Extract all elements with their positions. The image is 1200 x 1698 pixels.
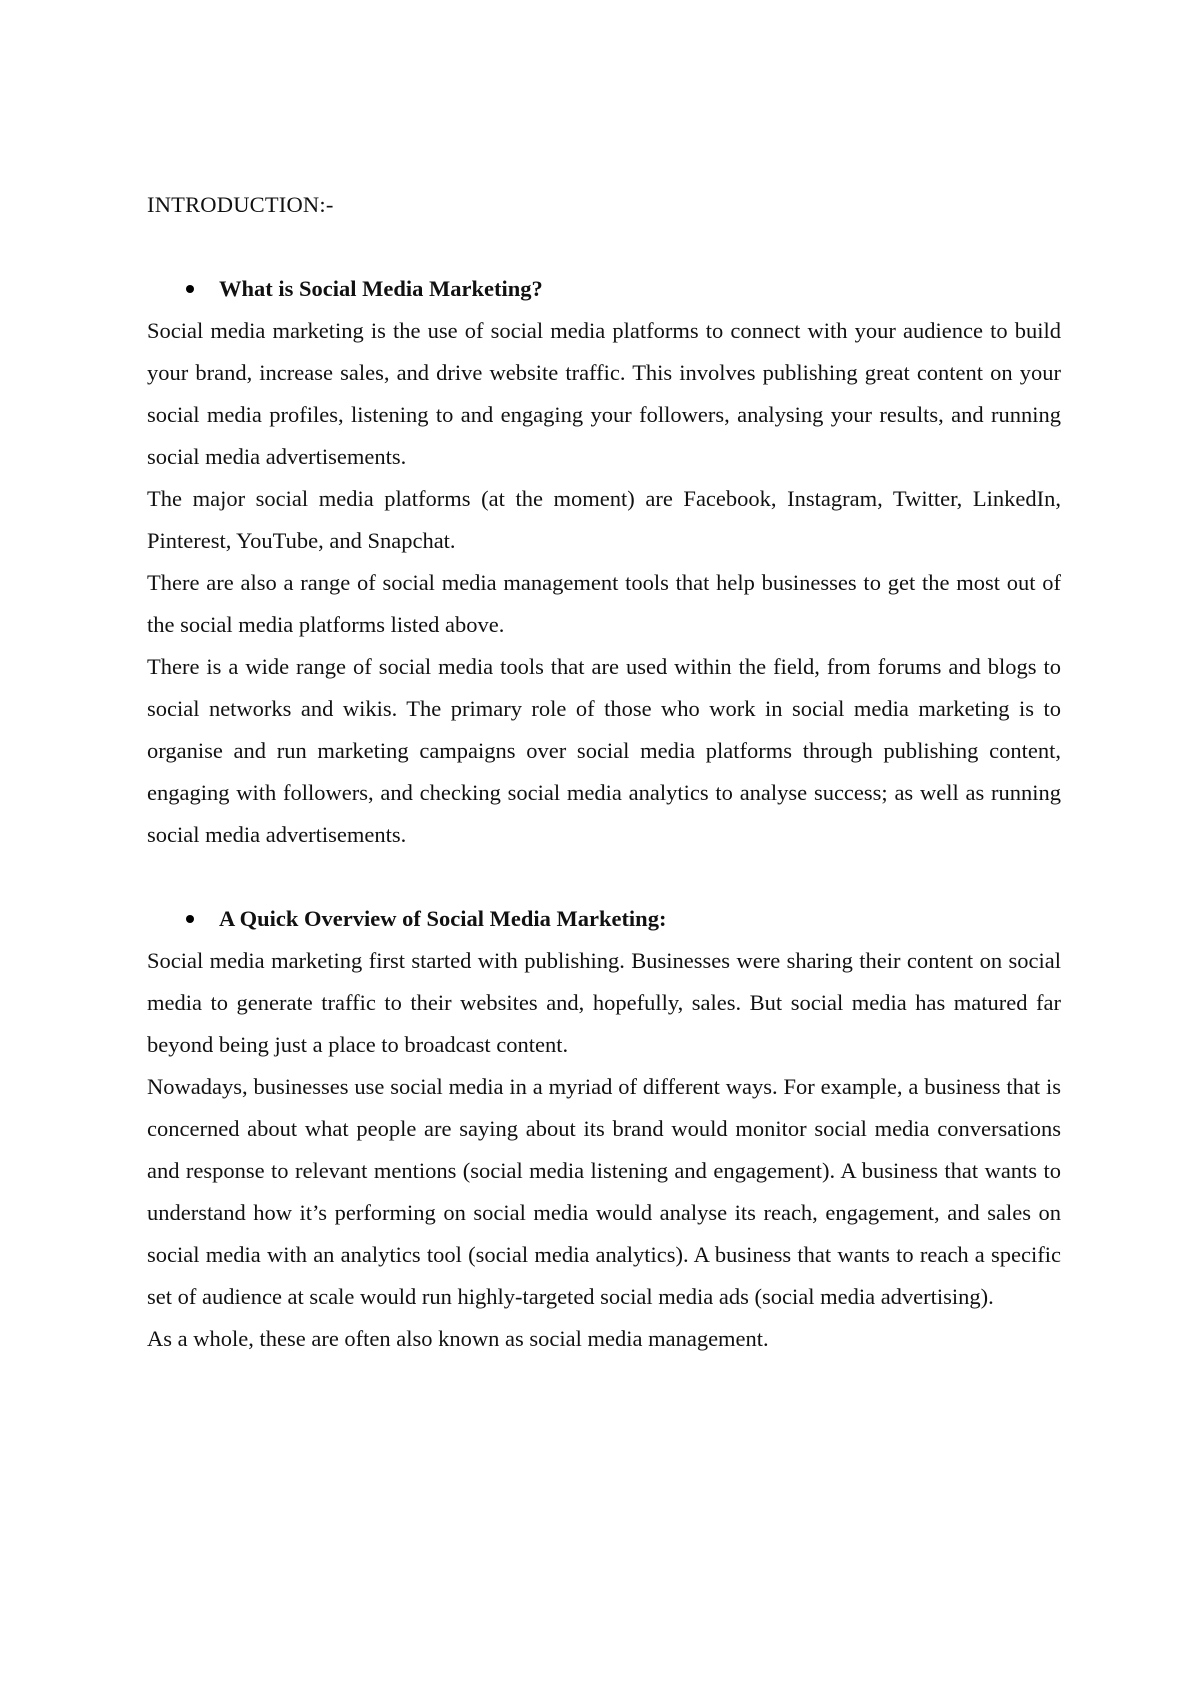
paragraph: Social media marketing is the use of social media platforms to connect with your audience to build your brand, increase sales, and drive website traffic. This involves publishing great content on your social media profiles, listening to and engaging your followers, analysing your results, and running social media advertisements. [147, 318, 1061, 469]
spacer [147, 856, 1061, 898]
spacer [147, 226, 1061, 268]
document-heading: INTRODUCTION:- [147, 192, 334, 217]
paragraph: There are also a range of social media management tools that help businesses to get the most out of the social media platforms listed above. [147, 570, 1061, 637]
paragraph: There is a wide range of social media tools that are used within the field, from forums and blogs to social networks and wikis. The primary role of those who work in social media marketing is to organise and run marketing campaigns over social media platforms through publishing content, engaging with followers, and checking social media analytics to analyse success; as well as running social media advertisements. [147, 654, 1061, 847]
paragraph: Social media marketing first started with publishing. Businesses were sharing their content on social media to generate traffic to their websites and, hopefully, sales. But social media has matured far beyond being just a place to broadcast content. [147, 948, 1061, 1057]
bullet-icon [186, 285, 194, 293]
paragraph: As a whole, these are often also known as social media management. [147, 1326, 769, 1351]
document-body [147, 184, 1061, 1360]
section-title-text: What is Social Media Marketing? [219, 276, 543, 301]
section-title-text: A Quick Overview of Social Media Marketing: [219, 906, 667, 931]
section-title-what-is-smm [147, 268, 1061, 310]
bullet-icon [186, 915, 194, 923]
section-title-quick-overview [147, 898, 1061, 940]
paragraph: The major social media platforms (at the moment) are Facebook, Instagram, Twitter, LinkedIn, Pinterest, YouTube, and Snapchat. [147, 486, 1061, 553]
paragraph: Nowadays, businesses use social media in a myriad of different ways. For example, a business that is concerned about what people are saying about its brand would monitor social media conversations and response to relevant mentions (social media listening and engagement). A business that wants to understand how it’s performing on social media would analyse its reach, engagement, and sales on social media with an analytics tool (social media analytics). A business that wants to reach a specific set of audience at scale would run highly-targeted social media ads (social media advertising). [147, 1074, 1061, 1309]
